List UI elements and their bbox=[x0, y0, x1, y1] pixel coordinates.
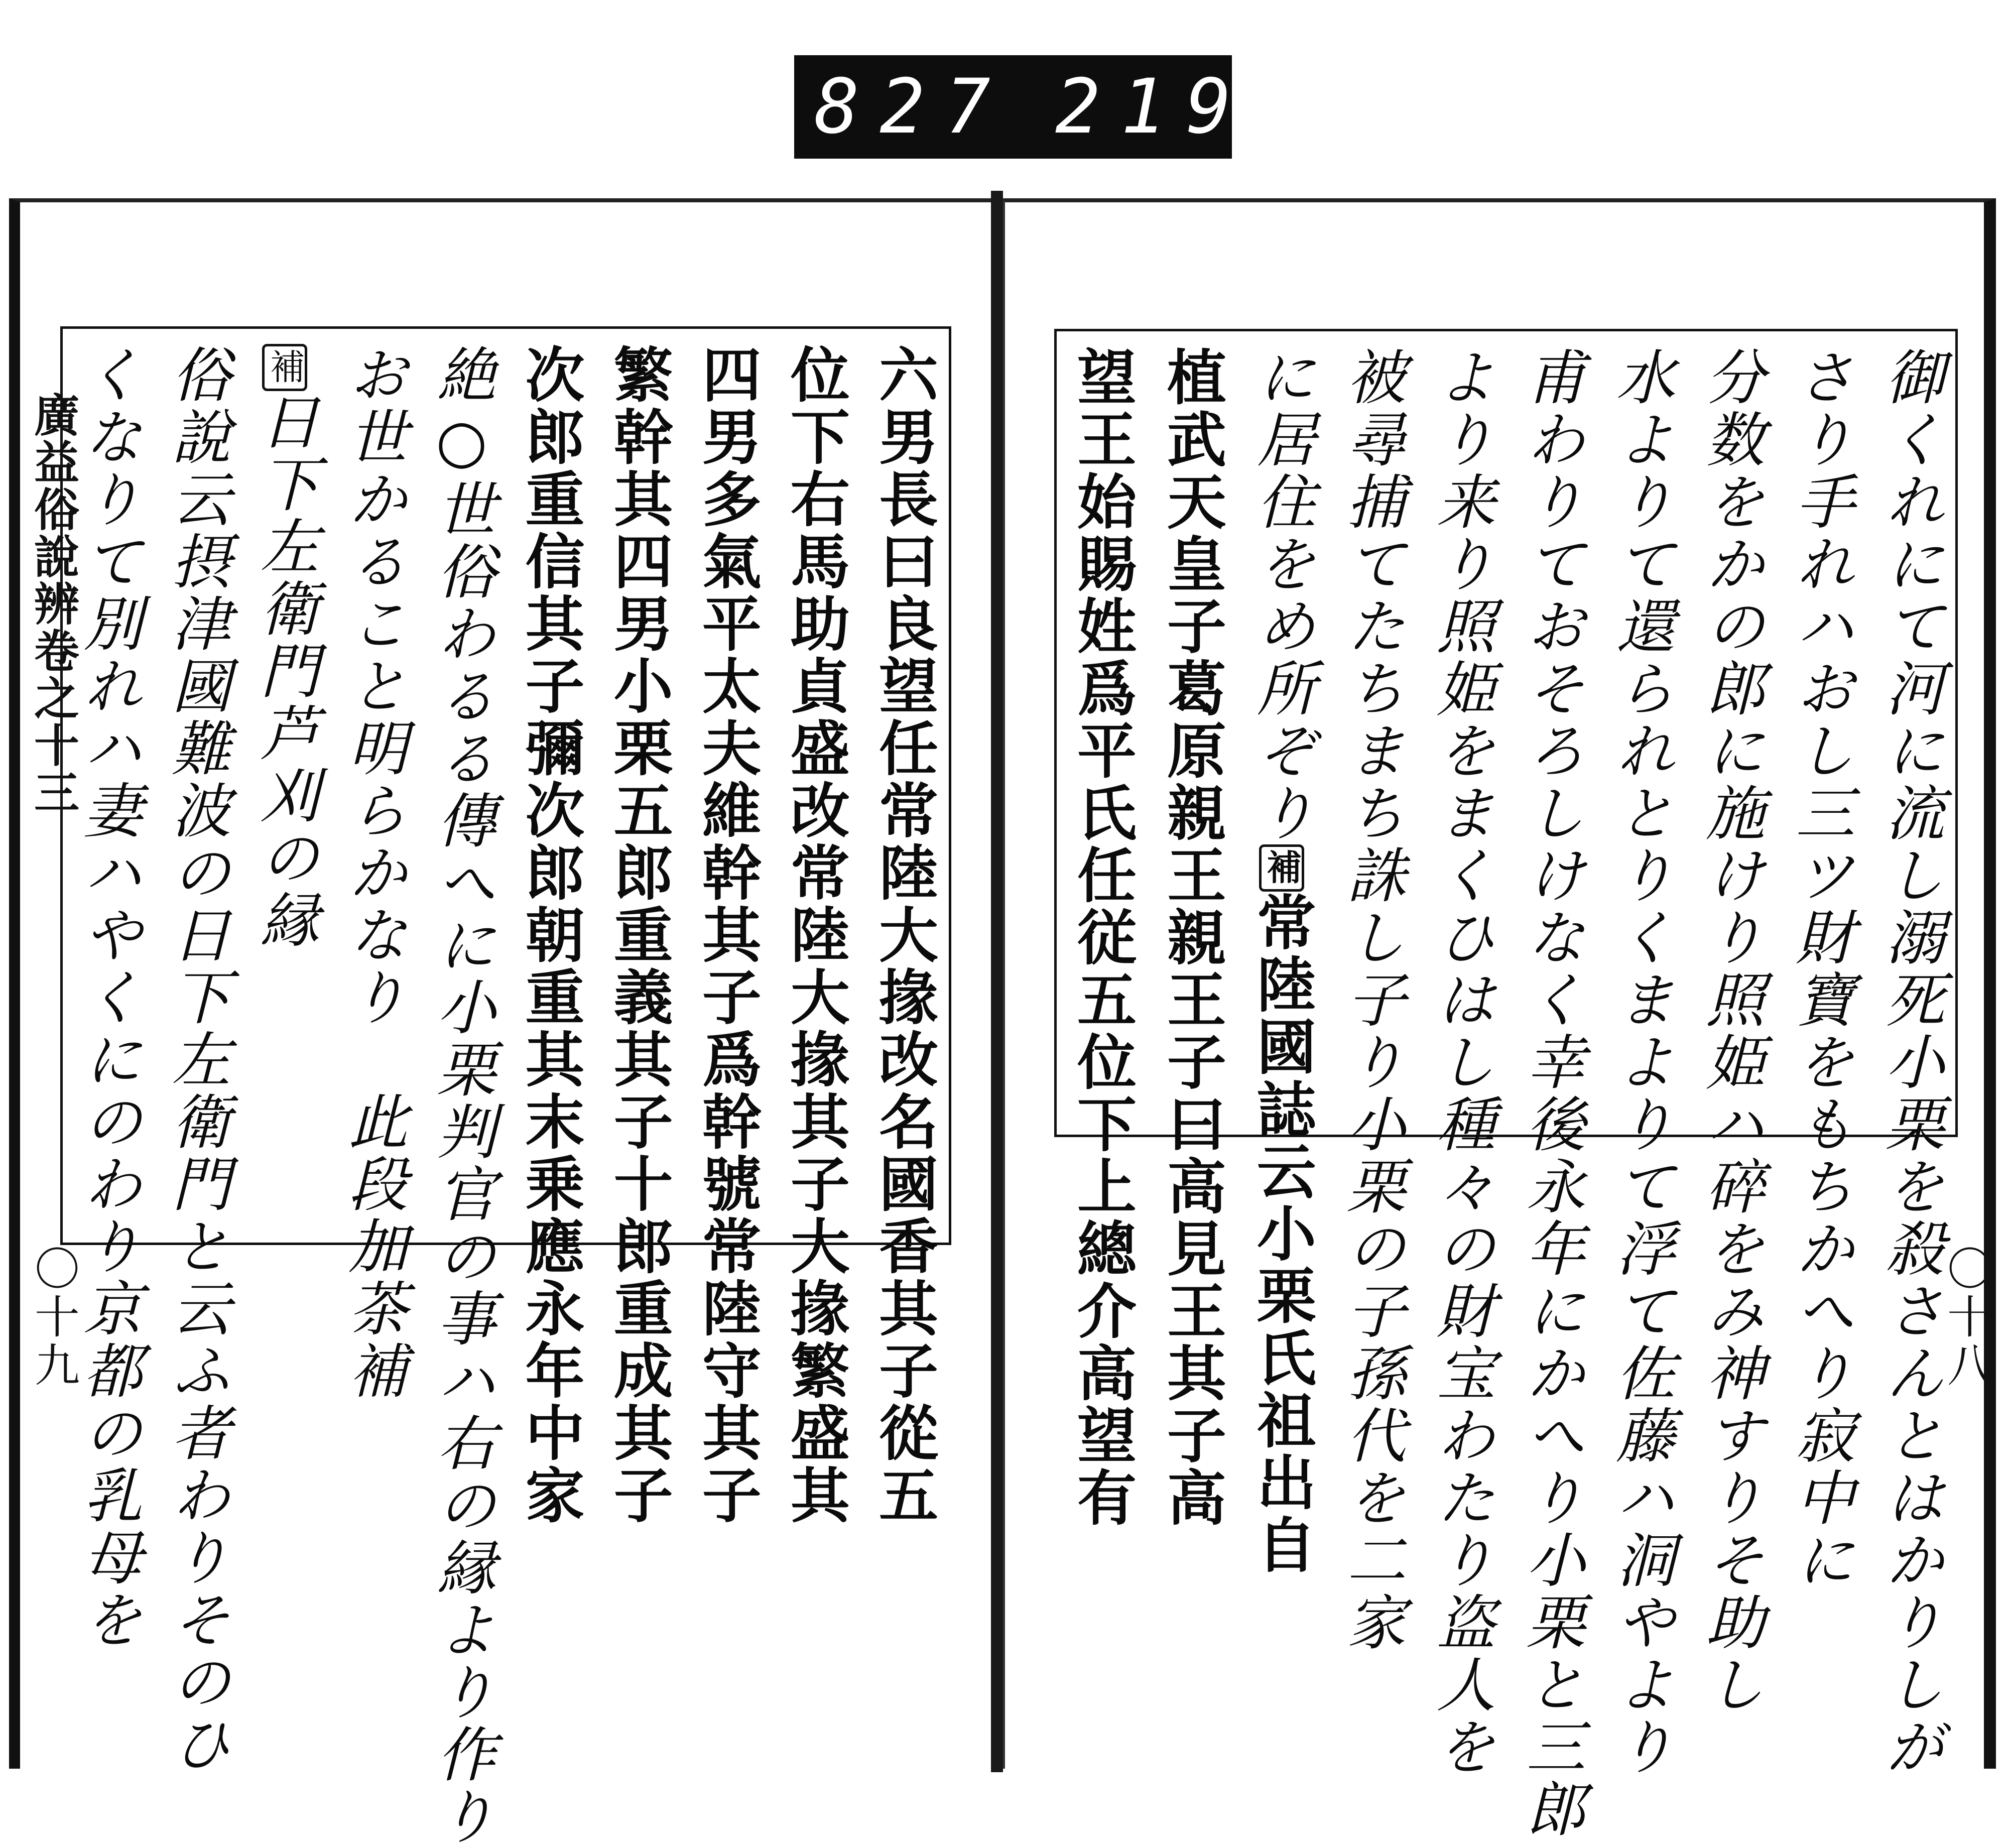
right-column-9: 植武天皇子葛原親王親王子曰高見王其子高 bbox=[1157, 346, 1227, 1529]
supplement-mark-left: 補 bbox=[262, 344, 307, 391]
right-column-8 bbox=[1246, 346, 1317, 1576]
book-spine bbox=[991, 191, 1003, 1772]
right-column-8-text: に居住をめ所ぞり bbox=[1246, 346, 1316, 844]
left-text-frame bbox=[60, 326, 951, 1848]
right-column-7: 被尋捕てたちまち誅し子り小栗の子孫代を二家 bbox=[1336, 346, 1406, 1654]
left-column-8-text: 日下左衛門芦刈の縁 bbox=[250, 391, 320, 951]
left-column-7: お世かること明らかなり 此段加茶補 bbox=[338, 344, 408, 1402]
folio-right: 〇十八 bbox=[1939, 1245, 1992, 1390]
left-column-3: 四男多氣平太夫維幹其子爲幹號常陸守其子 bbox=[692, 344, 762, 1527]
left-column-4: 繁幹其四男小栗五郎重義其子十郎重成其子 bbox=[603, 344, 674, 1527]
right-column-3: 分数をかの郎に施けり照姫ハ碎をみ神すりそ助し bbox=[1696, 346, 1766, 1716]
left-column-2: 位下右馬助貞盛改常陸大掾其子大掾繁盛其 bbox=[780, 344, 850, 1527]
right-column-10: 望王始賜姓爲平氏任従五位下上總介高望有 bbox=[1067, 346, 1137, 1529]
right-column-5: 甫わりておそろしけなく幸後永年にかへり小栗と三郎 bbox=[1516, 346, 1586, 1840]
right-column-4: 水よりて還られとりくまよりて浮て佐藤ハ洞やより bbox=[1606, 346, 1676, 1778]
right-text-frame bbox=[1054, 329, 1958, 1840]
left-column-1: 六男長曰良望任常陸大掾改名國香其子從五 bbox=[868, 344, 939, 1527]
right-column-2: さり手れハおし三ツ財寶をもちかへり寂中に bbox=[1786, 346, 1855, 1591]
page-number: 219 bbox=[1055, 63, 1251, 151]
right-column-8-tail: 常陸國誌云小栗氏祖出自 bbox=[1246, 892, 1317, 1576]
catalog-label bbox=[794, 55, 1251, 159]
catalog-number: 827 bbox=[814, 63, 1011, 151]
left-column-8 bbox=[249, 344, 320, 1233]
right-column-1: 御くれにて河に流し溺死小栗を殺さんとはかりしが bbox=[1875, 346, 1945, 1778]
right-column-6: より来り照姫をまくひはし種々の財宝わたり盗人を bbox=[1426, 346, 1496, 1778]
left-column-10: くなりて別れハ妻ハやくにのわり京都の乳母を bbox=[73, 344, 143, 1651]
left-column-5: 次郎重信其子彌次郎朝重其末乗應永年中家 bbox=[515, 344, 585, 1527]
running-title: 廣益俗說辨卷之十三 bbox=[26, 392, 79, 816]
folio-left: 〇十九 bbox=[27, 1245, 79, 1390]
left-column-9: 俗說云摂津國難波の日下左衛門と云ふ者わりそのひ bbox=[162, 344, 231, 1776]
supplement-mark: 補 bbox=[1259, 844, 1304, 892]
left-column-6: 絶○世俗わるる傳へに小栗判官の事ハ右の縁より作り bbox=[427, 344, 496, 1848]
